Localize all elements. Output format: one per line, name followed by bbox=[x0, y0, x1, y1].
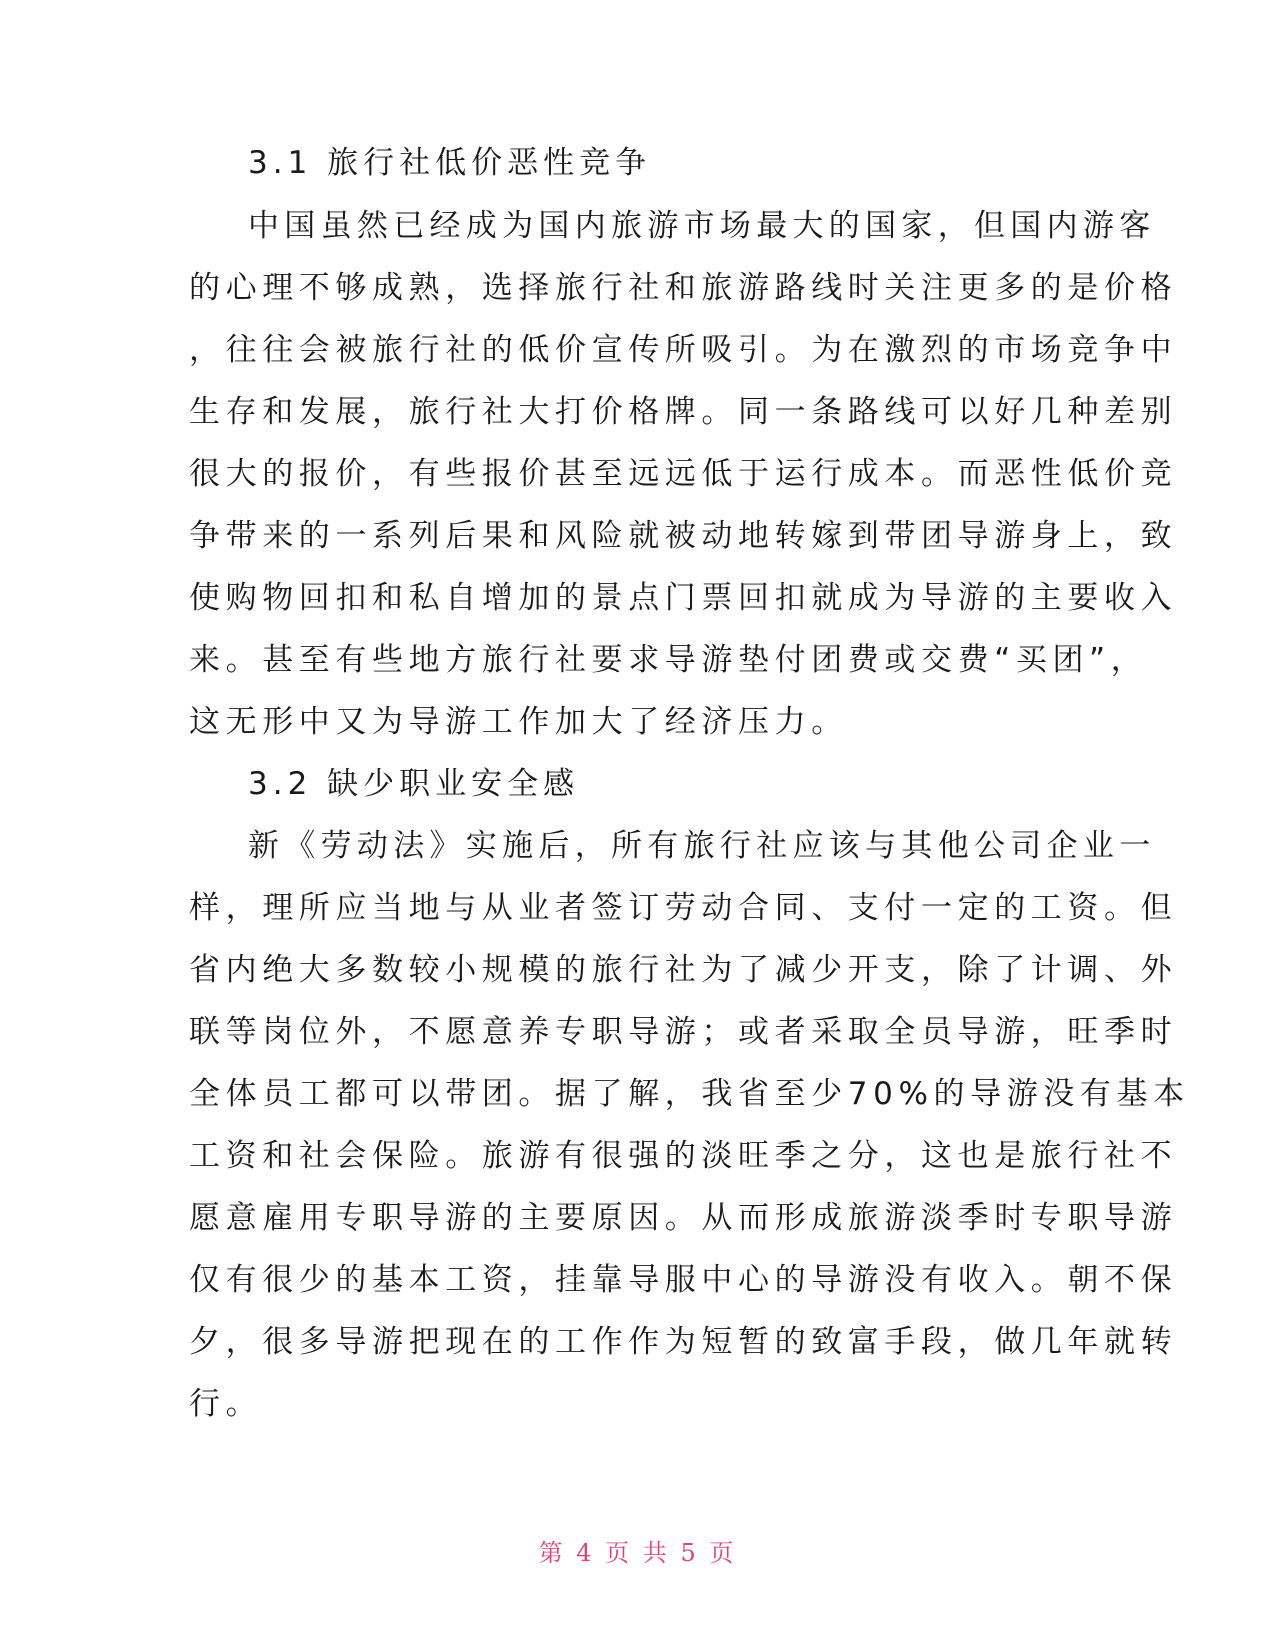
paragraph-line: 来。甚至有些地方旅行社要求导游垫付团费或交费“买团”， bbox=[189, 642, 1148, 678]
paragraph-line: 联等岗位外，不愿意养专职导游；或者采取全员导游，旺季时 bbox=[189, 1014, 1178, 1050]
page-number-footer: 第 4 页 共 5 页 bbox=[538, 1539, 737, 1567]
paragraph-line: 夕，很多导游把现在的工作作为短暂的致富手段，做几年就转 bbox=[189, 1324, 1178, 1360]
section-heading-3-1: 3.1 旅行社低价恶性竞争 bbox=[248, 145, 652, 181]
paragraph-line: 愿意雇用专职导游的主要原因。从而形成旅游淡季时专职导游 bbox=[189, 1200, 1178, 1236]
paragraph-line: 使购物回扣和私自增加的景点门票回扣就成为导游的主要收入 bbox=[189, 580, 1178, 616]
paragraph-line: ，往往会被旅行社的低价宣传所吸引。为在激烈的市场竞争中 bbox=[189, 332, 1178, 368]
paragraph-line: 行。 bbox=[189, 1386, 263, 1422]
paragraph-line: 全体员工都可以带团。据了解，我省至少70%的导游没有基本 bbox=[189, 1076, 1190, 1112]
paragraph-line: 仅有很少的基本工资，挂靠导服中心的导游没有收入。朝不保 bbox=[189, 1262, 1178, 1298]
paragraph-line: 生存和发展，旅行社大打价格牌。同一条路线可以好几种差别 bbox=[189, 394, 1178, 430]
paragraph-line: 的心理不够成熟，选择旅行社和旅游路线时关注更多的是价格 bbox=[189, 270, 1178, 306]
paragraph-line: 省内绝大多数较小规模的旅行社为了减少开支，除了计调、外 bbox=[189, 952, 1178, 988]
paragraph-line: 工资和社会保险。旅游有很强的淡旺季之分，这也是旅行社不 bbox=[189, 1138, 1178, 1174]
paragraph-line: 新《劳动法》实施后，所有旅行社应该与其他公司企业一 bbox=[248, 828, 1156, 864]
paragraph-line: 这无形中又为导游工作加大了经济压力。 bbox=[189, 704, 848, 740]
paragraph-line: 争带来的一系列后果和风险就被动地转嫁到带团导游身上，致 bbox=[189, 518, 1178, 554]
paragraph-line: 很大的报价，有些报价甚至远远低于运行成本。而恶性低价竞 bbox=[189, 456, 1178, 492]
paragraph-line: 样，理所应当地与从业者签订劳动合同、支付一定的工资。但 bbox=[189, 890, 1178, 926]
paragraph-line: 中国虽然已经成为国内旅游市场最大的国家，但国内游客 bbox=[248, 208, 1156, 244]
section-heading-3-2: 3.2 缺少职业安全感 bbox=[248, 766, 580, 802]
